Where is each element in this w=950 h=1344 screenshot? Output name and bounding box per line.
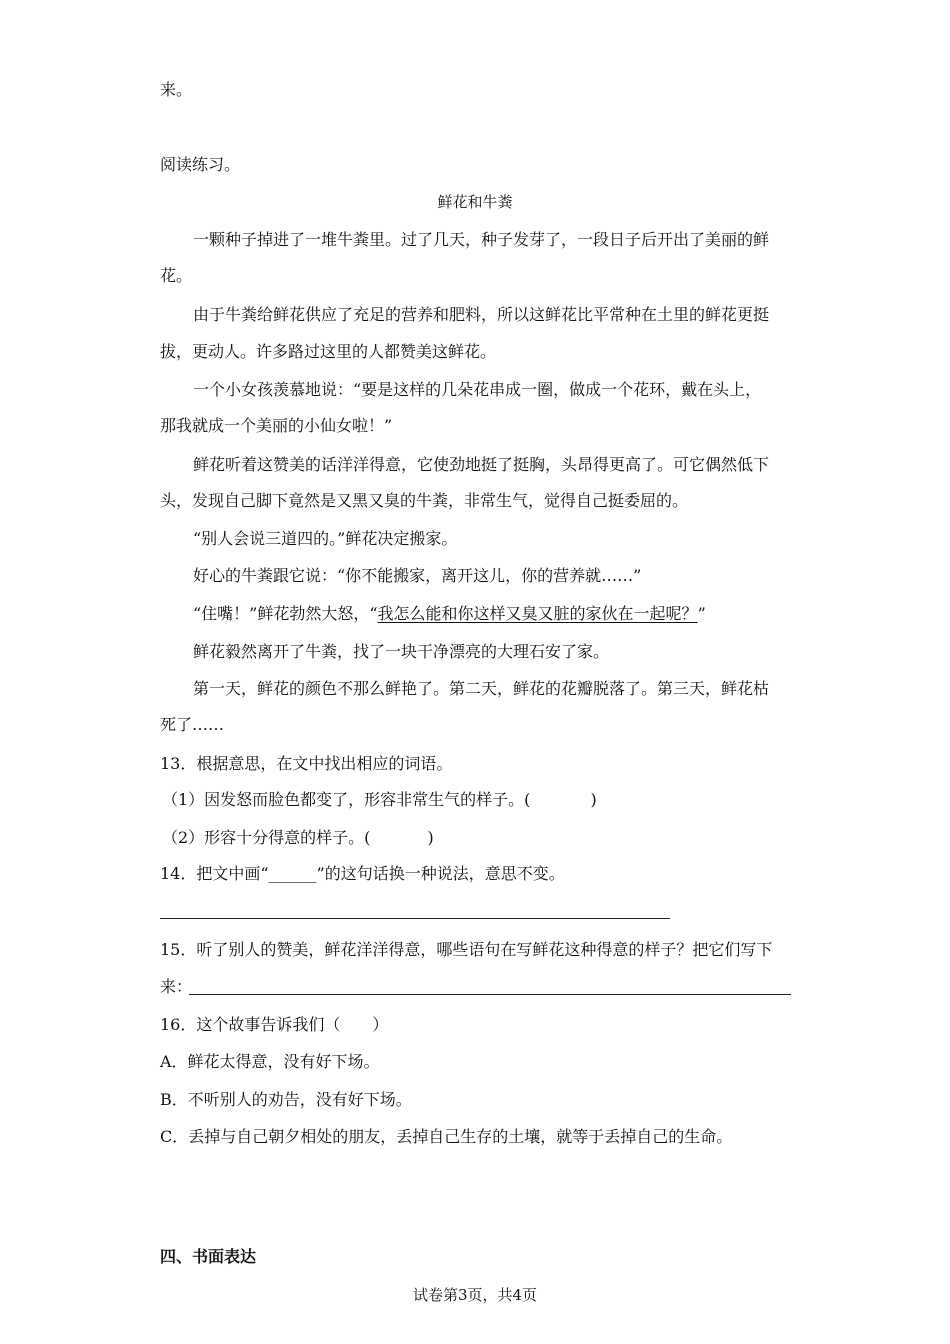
question-15-answer-line[interactable] bbox=[189, 994, 791, 995]
paragraph-7-pre: “住嘴！”鲜花勃然大怒，“ bbox=[193, 604, 378, 623]
question-13-1 bbox=[162, 790, 597, 810]
question-13-1-close: ) bbox=[590, 790, 597, 809]
paragraph-1-line-1: 一颗种子掉进了一堆牛粪里。过了几天，种子发芽了，一段日子后开出了美丽的鲜 bbox=[193, 230, 770, 249]
option-b[interactable]: B．不听别人的劝告，没有好下场。 bbox=[160, 1090, 412, 1109]
paragraph-9-line-1: 第一天，鲜花的颜色不那么鲜艳了。第二天，鲜花的花瓣脱落了。第三天，鲜花枯 bbox=[193, 679, 770, 698]
paragraph-9-line-2: 死了…… bbox=[160, 715, 225, 734]
question-13-2-text: （2）形容十分得意的样子。( bbox=[162, 828, 371, 847]
option-a[interactable]: A．鲜花太得意，没有好下场。 bbox=[160, 1052, 380, 1071]
question-14-post: ”的这句话换一种说法，意思不变。 bbox=[316, 864, 565, 883]
underlined-sentence: 我怎么能和你这样又臭又脏的家伙在一起呢？ bbox=[377, 604, 698, 623]
paragraph-5: “别人会说三道四的。”鲜花决定搬家。 bbox=[193, 529, 458, 548]
paragraph-6: 好心的牛粪跟它说：“你不能搬家，离开这儿，你的营养就……” bbox=[193, 566, 642, 585]
question-14-blank-mark: ______ bbox=[268, 864, 317, 883]
paragraph-2-line-1: 由于牛粪给鲜花供应了充足的营养和肥料，所以这鲜花比平常种在土里的鲜花更挺 bbox=[193, 305, 770, 324]
paragraph-1-line-2: 花。 bbox=[160, 266, 193, 285]
paragraph-7 bbox=[193, 604, 706, 624]
section-four-heading: 四、书面表达 bbox=[160, 1247, 257, 1266]
question-13: 13．根据意思，在文中找出相应的词语。 bbox=[160, 754, 453, 773]
paragraph-8: 鲜花毅然离开了牛粪，找了一块干净漂亮的大理石安了家。 bbox=[193, 642, 610, 661]
paragraph-4-line-1: 鲜花听着这赞美的话洋洋得意，它使劲地挺了挺胸，头昂得更高了。可它偶然低下 bbox=[193, 455, 770, 474]
paragraph-7-post: ” bbox=[697, 604, 706, 623]
reading-practice-label: 阅读练习。 bbox=[160, 155, 241, 174]
question-14-answer-line[interactable] bbox=[160, 918, 670, 919]
question-15-line-2: 来： bbox=[160, 977, 193, 996]
question-14-pre: 14．把文中画“ bbox=[160, 864, 269, 883]
paragraph-3-line-2: 那我就成一个美丽的小仙女啦！” bbox=[160, 416, 393, 435]
question-13-2-close: ) bbox=[427, 828, 434, 847]
paragraph-2-line-2: 拔，更动人。许多路过这里的人都赞美这鲜花。 bbox=[160, 342, 497, 361]
page-footer: 试卷第3页，共4页 bbox=[412, 1286, 538, 1304]
question-15-line-1: 15．听了别人的赞美，鲜花洋洋得意，哪些语句在写鲜花这种得意的样子？把它们写下 bbox=[160, 940, 773, 959]
question-14 bbox=[160, 864, 565, 884]
question-13-2 bbox=[162, 828, 434, 848]
paragraph-3-line-1: 一个小女孩羡慕地说：“要是这样的几朵花串成一圈，做成一个花环，戴在头上， bbox=[193, 380, 762, 399]
top-fragment: 来。 bbox=[160, 80, 193, 99]
question-16: 16．这个故事告诉我们（ ） bbox=[160, 1015, 389, 1034]
story-title: 鲜花和牛粪 bbox=[437, 193, 513, 211]
paragraph-4-line-2: 头，发现自己脚下竟然是又黑又臭的牛粪，非常生气，觉得自己挺委屈的。 bbox=[160, 491, 689, 510]
option-c[interactable]: C．丢掉与自己朝夕相处的朋友，丢掉自己生存的土壤，就等于丢掉自己的生命。 bbox=[160, 1127, 733, 1146]
question-13-1-text: （1）因发怒而脸色都变了，形容非常生气的样子。( bbox=[162, 790, 531, 809]
